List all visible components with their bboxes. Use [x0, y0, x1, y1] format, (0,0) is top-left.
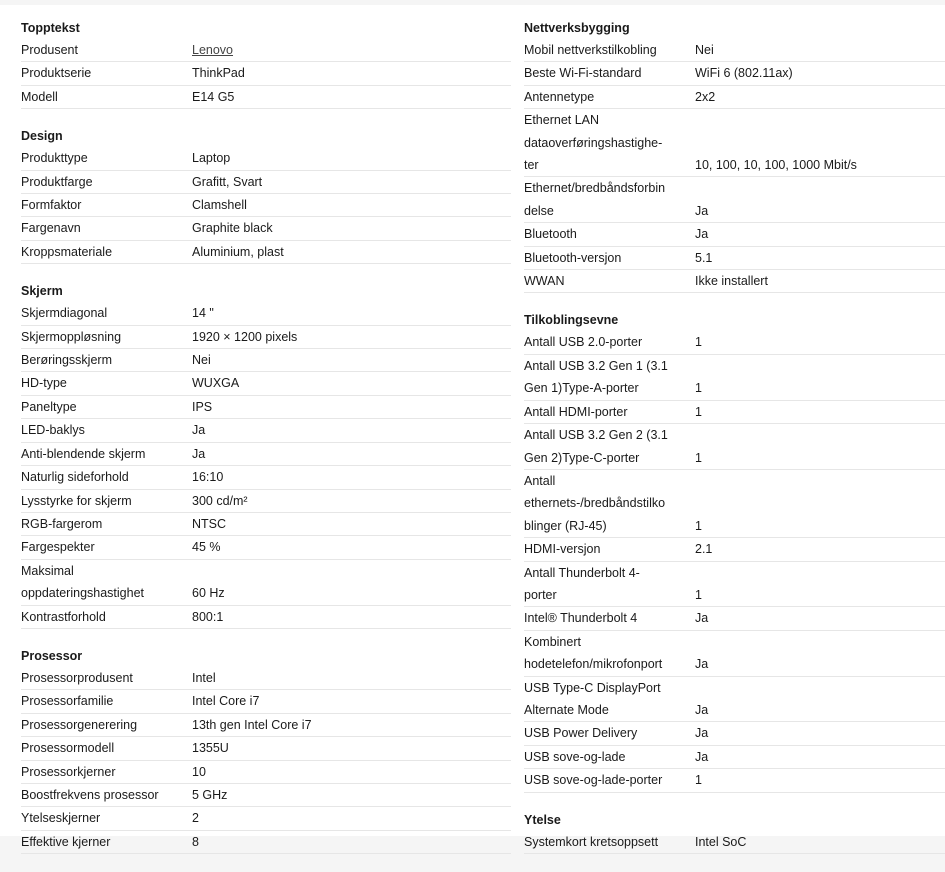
spec-value-cell: [695, 424, 945, 469]
spec-value: 2.1: [695, 542, 713, 557]
spec-value-cell: [695, 722, 945, 744]
spec-row: [524, 424, 945, 470]
spec-value: 1355U: [192, 741, 229, 756]
spec-row: [21, 39, 511, 62]
spec-value: Ikke installert: [695, 274, 768, 289]
spec-value: Laptop: [192, 151, 231, 166]
spec-row: [524, 270, 945, 293]
section-design: [21, 127, 511, 264]
spec-value: 5.1: [695, 250, 713, 265]
spec-row: [524, 769, 945, 792]
spec-value: 5 GHz: [192, 787, 228, 802]
spec-value-cell: [695, 631, 945, 676]
spec-column-right: [524, 19, 945, 872]
spec-value: 2: [192, 811, 199, 826]
section-title: Topptekst: [21, 21, 80, 35]
spec-label: Ethernet/bredbåndsforbin delse: [524, 181, 666, 218]
spec-row: [21, 784, 511, 807]
spec-row: [21, 560, 511, 606]
spec-value: 1: [695, 518, 702, 533]
spec-label: Ethernet LAN dataoverføringshastighe- ter: [524, 113, 663, 173]
spec-value-cell: [695, 247, 945, 269]
spec-value-cell: [695, 470, 945, 537]
spec-label: Prosessormodell: [21, 741, 115, 756]
spec-row: [21, 86, 511, 109]
spec-label: USB Power Delivery: [524, 726, 638, 741]
spec-label: Fargespekter: [21, 540, 95, 555]
spec-value-cell: [695, 677, 945, 722]
spec-label: Mobil nettverkstilkobling: [524, 43, 657, 57]
spec-value-cell: [695, 401, 945, 423]
spec-value: 60 Hz: [192, 586, 225, 601]
spec-row: [21, 241, 511, 264]
spec-label: Formfaktor: [21, 198, 82, 213]
spec-value: Intel: [192, 670, 216, 685]
spec-value: 1: [695, 381, 702, 396]
spec-value: WiFi 6 (802.11ax): [695, 66, 793, 81]
section-tilkoblingsevne: [524, 311, 945, 792]
spec-label: Paneltype: [21, 399, 77, 414]
spec-label: Beste Wi-Fi-standard: [524, 66, 642, 81]
spec-label: Systemkort kretsoppsett: [524, 834, 659, 849]
section-title: Skjerm: [21, 284, 63, 299]
spec-row: [524, 677, 945, 723]
spec-row: [21, 807, 511, 830]
spec-label: Bluetooth: [524, 227, 577, 242]
spec-value-cell: [192, 513, 511, 535]
spec-value-cell: [192, 171, 511, 193]
spec-value: ThinkPad: [192, 66, 245, 81]
spec-row: [21, 171, 511, 194]
spec-value: Aluminium, plast: [192, 244, 284, 259]
spec-value: 8: [192, 834, 199, 849]
spec-value: 1: [695, 335, 702, 350]
spec-label: HD-type: [21, 376, 67, 391]
spec-row: [21, 714, 511, 737]
spec-value: 1: [695, 450, 702, 465]
spec-row: [524, 722, 945, 745]
spec-row: [21, 667, 511, 690]
spec-value: Ja: [695, 657, 709, 672]
spec-value-cell: [192, 419, 511, 441]
spec-row: [524, 831, 945, 854]
spec-value: Grafitt, Svart: [192, 174, 263, 189]
section-nettverksbygging: [524, 19, 945, 293]
spec-value-cell: [695, 538, 945, 560]
spec-value-cell: [695, 831, 945, 853]
section-title: Tilkoblingsevne: [524, 313, 619, 328]
spec-row: [21, 831, 511, 854]
spec-row: [21, 62, 511, 85]
spec-label: Fargenavn: [21, 221, 81, 236]
spec-value: 1: [695, 404, 702, 419]
spec-row: [21, 217, 511, 240]
spec-row: [21, 513, 511, 536]
spec-value: 1: [695, 773, 702, 788]
spec-label: WWAN: [524, 274, 565, 289]
spec-row: [21, 396, 511, 419]
spec-value: E14 G5: [192, 89, 235, 104]
spec-row: [524, 401, 945, 424]
spec-value: 10: [192, 764, 206, 779]
spec-value-cell: [695, 86, 945, 108]
spec-value: Graphite black: [192, 221, 273, 236]
spec-value: 13th gen Intel Core i7: [192, 717, 312, 732]
spec-row: [21, 761, 511, 784]
spec-value-cell: [695, 177, 945, 222]
spec-value-cell: [192, 62, 511, 84]
spec-label: Produktserie: [21, 66, 92, 81]
spec-value-cell: [192, 606, 511, 628]
spec-value-cell: [192, 147, 511, 169]
spec-value: Clamshell: [192, 198, 247, 213]
spec-value: 14 ": [192, 306, 214, 321]
spec-row: [21, 606, 511, 629]
spec-value: 1: [695, 587, 702, 602]
spec-label: LED-baklys: [21, 423, 85, 438]
spec-value-cell: [192, 690, 511, 712]
spec-value-cell: [192, 714, 511, 736]
spec-label: Intel® Thunderbolt 4: [524, 611, 638, 626]
section-title: Ytelse: [524, 812, 561, 827]
spec-sheet: [0, 5, 945, 849]
spec-label: Maksimal oppdateringshastighet: [21, 563, 145, 601]
spec-value: Ja: [192, 446, 206, 461]
spec-value-cell: [192, 831, 511, 853]
spec-row: [524, 631, 945, 677]
spec-label: Prosessorfamilie: [21, 694, 114, 709]
spec-value-cell: [695, 746, 945, 768]
spec-value-cell: [192, 784, 511, 806]
spec-label: Kombinert hodetelefon/mikrofonport: [524, 634, 663, 672]
spec-row: [524, 538, 945, 561]
spec-row: [524, 470, 945, 538]
spec-row: [524, 607, 945, 630]
spec-label: Kontrastforhold: [21, 609, 106, 624]
spec-value-cell: [192, 372, 511, 394]
spec-label: Antall ethernets-/bredbåndstilko blinger (RJ-45): [524, 473, 666, 533]
manufacturer-link[interactable]: Lenovo: [192, 43, 234, 57]
spec-label: Produktfarge: [21, 174, 93, 189]
spec-column-left: [21, 19, 511, 872]
spec-row: [21, 490, 511, 513]
section-ytelse: [524, 811, 945, 854]
spec-value-cell: [192, 39, 511, 61]
spec-label: Prosessorgenerering: [21, 717, 138, 732]
spec-value-cell: [192, 326, 511, 348]
spec-label: Skjermoppløsning: [21, 329, 122, 344]
spec-value: 10, 100, 10, 100, 1000 Mbit/s: [695, 158, 857, 173]
spec-label: Boostfrekvens prosessor: [21, 787, 159, 802]
spec-label: HDMI-versjon: [524, 542, 601, 557]
spec-value: Ja: [695, 726, 709, 741]
section-title: Nettverksbygging: [524, 21, 630, 35]
spec-value: 16:10: [192, 470, 224, 485]
spec-label: Antall USB 2.0-porter: [524, 335, 643, 350]
spec-label: Produkttype: [21, 151, 88, 166]
spec-row: [21, 737, 511, 760]
spec-value: Ja: [695, 227, 709, 242]
spec-label: RGB-fargerom: [21, 516, 103, 531]
spec-label: Antall Thunderbolt 4- porter: [524, 565, 640, 602]
spec-label: Produsent: [21, 43, 78, 57]
spec-value: Ja: [192, 423, 206, 438]
spec-label: Bluetooth-versjon: [524, 250, 622, 265]
spec-value: Ja: [695, 203, 709, 218]
spec-value: 45 %: [192, 540, 221, 555]
spec-label: Skjermdiagonal: [21, 306, 108, 321]
spec-row: [524, 223, 945, 246]
section-skjerm: [21, 282, 511, 629]
spec-label: Antall USB 3.2 Gen 2 (3.1 Gen 2)Type-C-porter: [524, 428, 668, 465]
spec-value: Intel SoC: [695, 834, 747, 849]
spec-value-cell: [192, 536, 511, 558]
spec-label: USB sove-og-lade: [524, 749, 626, 764]
spec-row: [524, 39, 945, 62]
spec-value: Intel Core i7: [192, 694, 260, 709]
spec-value-cell: [695, 355, 945, 400]
spec-row: [524, 355, 945, 401]
spec-value-cell: [192, 737, 511, 759]
spec-value-cell: [695, 39, 945, 61]
spec-row: [21, 372, 511, 395]
spec-row: [21, 443, 511, 466]
spec-row: [21, 302, 511, 325]
spec-row: [21, 326, 511, 349]
spec-value-cell: [695, 562, 945, 607]
spec-row: [524, 562, 945, 608]
spec-value-cell: [192, 490, 511, 512]
spec-value-cell: [695, 62, 945, 84]
spec-row: [21, 536, 511, 559]
spec-row: [21, 147, 511, 170]
spec-value-cell: [192, 86, 511, 108]
spec-value-cell: [192, 194, 511, 216]
spec-value: Nei: [192, 353, 211, 368]
spec-value-cell: [192, 667, 511, 689]
section-topptekst: [21, 19, 511, 109]
spec-value-cell: [192, 466, 511, 488]
spec-value: Ja: [695, 749, 709, 764]
spec-value: 800:1: [192, 609, 224, 624]
spec-value: NTSC: [192, 516, 227, 531]
spec-row: [524, 86, 945, 109]
spec-value: IPS: [192, 399, 213, 414]
spec-value-cell: [192, 241, 511, 263]
spec-label: Ytelseskjerner: [21, 811, 101, 826]
spec-row: [524, 62, 945, 85]
spec-row: [21, 690, 511, 713]
spec-value-cell: [695, 331, 945, 353]
spec-row: [21, 419, 511, 442]
spec-value-cell: [192, 560, 511, 605]
spec-value-cell: [192, 443, 511, 465]
spec-label: Lysstyrke for skjerm: [21, 493, 132, 508]
spec-row: [524, 177, 945, 223]
spec-row: [524, 746, 945, 769]
spec-value-cell: [695, 769, 945, 791]
spec-value: 2x2: [695, 89, 716, 104]
spec-value-cell: [695, 607, 945, 629]
spec-value-cell: [192, 349, 511, 371]
spec-value: Nei: [695, 43, 714, 57]
spec-row: [21, 466, 511, 489]
spec-value-cell: [192, 217, 511, 239]
spec-label: Effektive kjerner: [21, 834, 111, 849]
spec-value: 1920 × 1200 pixels: [192, 329, 298, 344]
spec-value-cell: [695, 109, 945, 176]
spec-label: Modell: [21, 89, 58, 104]
spec-label: Prosessorkjerner: [21, 764, 116, 779]
spec-label: USB sove-og-lade-porter: [524, 773, 663, 788]
spec-label: USB Type-C DisplayPort Alternate Mode: [524, 680, 661, 717]
spec-row: [21, 194, 511, 217]
spec-label: Anti-blendende skjerm: [21, 446, 146, 461]
spec-label: Antall HDMI-porter: [524, 404, 628, 419]
spec-label: Berøringsskjerm: [21, 353, 112, 368]
spec-row: [524, 247, 945, 270]
spec-value: Ja: [695, 611, 709, 626]
spec-label: Antennetype: [524, 89, 595, 104]
spec-value: Ja: [695, 702, 709, 717]
spec-value: WUXGA: [192, 376, 240, 391]
spec-label: Antall USB 3.2 Gen 1 (3.1 Gen 1)Type-A-porter: [524, 358, 668, 396]
section-title: Design: [21, 129, 63, 144]
spec-value-cell: [695, 270, 945, 292]
spec-row: [21, 349, 511, 372]
spec-label: Kroppsmateriale: [21, 244, 113, 259]
section-prosessor: [21, 647, 511, 854]
spec-value: 300 cd/m²: [192, 493, 248, 508]
spec-row: [524, 331, 945, 354]
spec-value-cell: [192, 807, 511, 829]
section-title: Prosessor: [21, 648, 83, 663]
spec-value-cell: [192, 396, 511, 418]
spec-label: Prosessorprodusent: [21, 670, 133, 685]
spec-label: Naturlig sideforhold: [21, 470, 129, 485]
spec-value-cell: [695, 223, 945, 245]
spec-value-cell: [192, 761, 511, 783]
spec-row: [524, 109, 945, 177]
spec-value-cell: [192, 302, 511, 324]
